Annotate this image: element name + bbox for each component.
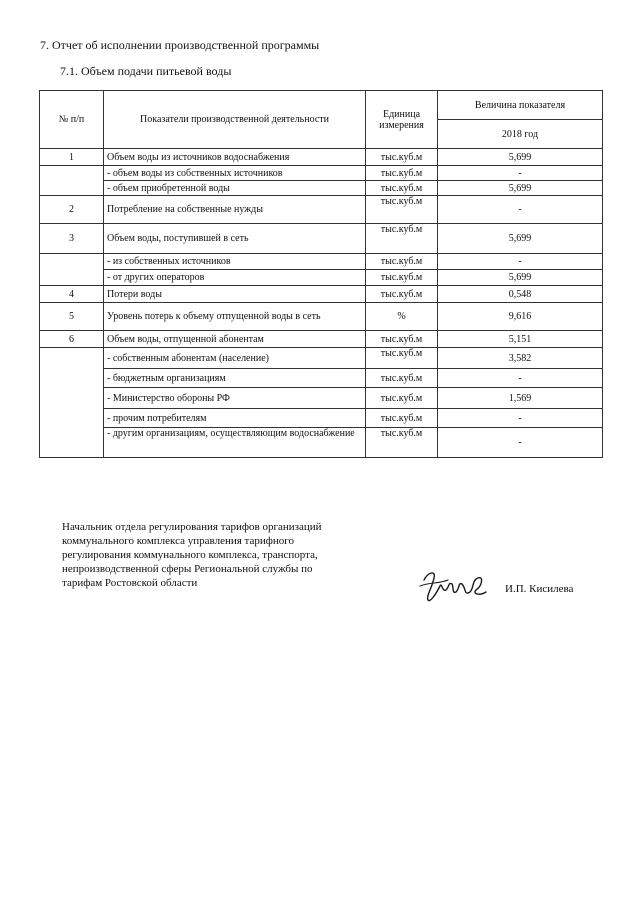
row-unit: тыс.куб.м xyxy=(366,270,438,286)
row-name: - объем приобретенной воды xyxy=(104,181,366,196)
table-row xyxy=(40,270,603,286)
row-name: - объем воды из собственных источников xyxy=(104,166,366,181)
row-unit: тыс.куб.м xyxy=(366,149,438,166)
subsection-title: 7.1. Объем подачи питьевой воды xyxy=(60,64,232,78)
table-row xyxy=(40,181,603,196)
row-value: 5,699 xyxy=(438,149,603,166)
row-name: - прочим потребителям xyxy=(104,409,366,428)
row-unit: тыс.куб.м xyxy=(366,388,438,409)
row-unit: тыс.куб.м xyxy=(366,331,438,348)
table-row xyxy=(40,303,603,331)
row-value: - xyxy=(438,428,603,458)
signatory-position-line: Начальник отдела регулирования тарифов организаций xyxy=(62,521,322,533)
table-row xyxy=(40,149,603,166)
section-title: 7. Отчет об исполнении производственной программы xyxy=(40,38,320,52)
row-value: - xyxy=(438,409,603,428)
header-indicator: Показатели производственной деятельности xyxy=(104,91,366,149)
table-row xyxy=(40,388,603,409)
row-name: Объем воды, поступившей в сеть xyxy=(104,224,366,254)
table-row xyxy=(40,166,603,181)
row-name: - другим организациям, осуществляющим водоснабжение xyxy=(104,428,366,458)
row-name: Уровень потерь к объему отпущенной воды в сеть xyxy=(104,303,366,331)
row-value: 5,699 xyxy=(438,224,603,254)
table-row xyxy=(40,409,603,428)
row-unit: тыс.куб.м xyxy=(366,224,438,254)
row-name: Объем воды из источников водоснабжения xyxy=(104,149,366,166)
row-value: 0,548 xyxy=(438,286,603,303)
header-year: 2018 год xyxy=(438,120,603,149)
signatory-position-line: коммунального комплекса управления тарифного xyxy=(62,535,294,547)
table-row xyxy=(40,369,603,388)
signatory-position xyxy=(62,520,392,590)
row-value: 9,616 xyxy=(438,303,603,331)
row-name: - бюджетным организациям xyxy=(104,369,366,388)
row-value: 5,151 xyxy=(438,331,603,348)
row-num xyxy=(40,166,104,196)
row-num: 3 xyxy=(40,224,104,254)
signatory-position-line: непроизводственной сферы Региональной службы по xyxy=(62,563,313,575)
header-num: № п/п xyxy=(40,91,104,149)
table-row xyxy=(40,196,603,224)
row-unit: тыс.куб.м xyxy=(366,196,438,224)
row-name: Потребление на собственные нужды xyxy=(104,196,366,224)
row-name: Потери воды xyxy=(104,286,366,303)
row-value: - xyxy=(438,254,603,270)
signer-name: И.П. Кисилева xyxy=(505,583,574,595)
table-row xyxy=(40,286,603,303)
row-unit: тыс.куб.м xyxy=(366,166,438,181)
row-num: 5 xyxy=(40,303,104,331)
row-num: 4 xyxy=(40,286,104,303)
header-value-group: Величина показателя xyxy=(438,91,603,120)
row-name: - от других операторов xyxy=(104,270,366,286)
row-value: - xyxy=(438,196,603,224)
table-row xyxy=(40,224,603,254)
table-row xyxy=(40,428,603,458)
row-unit: тыс.куб.м xyxy=(366,428,438,458)
row-num: 2 xyxy=(40,196,104,224)
row-unit: тыс.куб.м xyxy=(366,254,438,270)
row-unit: тыс.куб.м xyxy=(366,286,438,303)
table-row xyxy=(40,348,603,369)
row-name: - Министерство обороны РФ xyxy=(104,388,366,409)
signatory-position-line: тарифам Ростовской области xyxy=(62,577,198,589)
row-name: - из собственных источников xyxy=(104,254,366,270)
header-unit: Единица измерения xyxy=(366,91,438,149)
row-num xyxy=(40,348,104,458)
row-unit: тыс.куб.м xyxy=(366,369,438,388)
row-value: - xyxy=(438,369,603,388)
row-num: 1 xyxy=(40,149,104,166)
table-row xyxy=(40,254,603,270)
row-unit: тыс.куб.м xyxy=(366,348,438,369)
signatory-position-line: регулирования коммунального комплекса, транспорта, xyxy=(62,549,318,561)
row-name: Объем воды, отпущенной абонентам xyxy=(104,331,366,348)
row-unit: тыс.куб.м xyxy=(366,181,438,196)
row-name: - собственным абонентам (население) xyxy=(104,348,366,369)
row-num xyxy=(40,254,104,286)
table-row xyxy=(40,331,603,348)
row-unit: тыс.куб.м xyxy=(366,409,438,428)
row-value: 5,699 xyxy=(438,181,603,196)
row-num: 6 xyxy=(40,331,104,348)
water-supply-table xyxy=(39,90,603,458)
handwritten-signature xyxy=(418,566,498,606)
row-value: 1,569 xyxy=(438,388,603,409)
row-unit: % xyxy=(366,303,438,331)
row-value: - xyxy=(438,166,603,181)
row-value: 3,582 xyxy=(438,348,603,369)
row-value: 5,699 xyxy=(438,270,603,286)
